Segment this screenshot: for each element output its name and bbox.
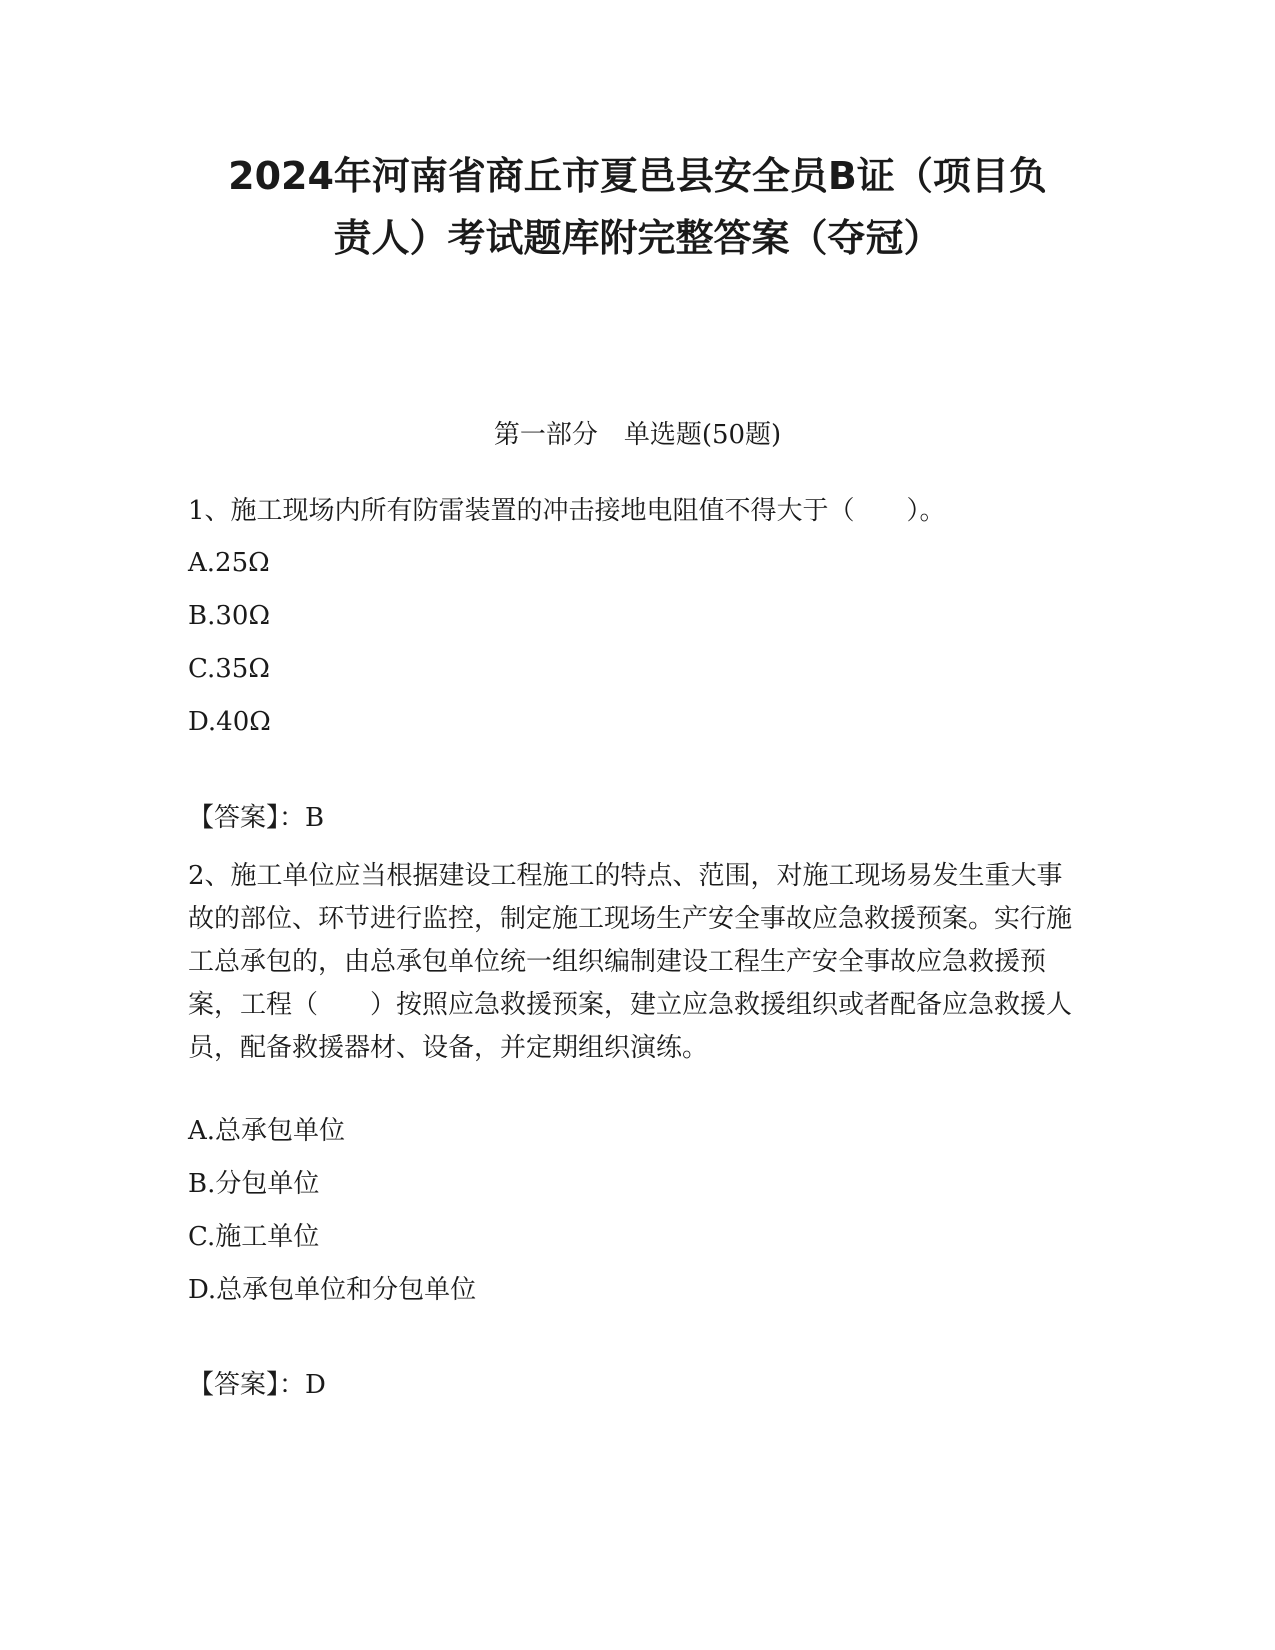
section-heading: 第一部分 单选题(50题) [493, 420, 782, 450]
question-2-text: 2、施工单位应当根据建设工程施工的特点、范围，对施工现场易发生重大事故的部位、环节进行监控，制定施工现场生产安全事故应急救援预案。实行施工总承包的，由总承包单位统一组织编制建设工程生产安全事故应急救援预案，工程（ ）按照应急救援预案，建立应急救援组织或者配备应急救援人员，配备救援器材、设备，并定期组织演练。 [188, 861, 1073, 1063]
question-2-options [188, 1114, 1088, 1307]
question-1-options [188, 546, 1088, 739]
question-1-option-a: A.25Ω [188, 548, 270, 578]
question-1 [188, 490, 1088, 533]
question-2-option-c: C.施工单位 [188, 1222, 320, 1252]
question-1-option-c: C.35Ω [188, 654, 270, 684]
document-title [150, 145, 1125, 269]
question-2-option-b: B.分包单位 [188, 1169, 320, 1199]
title-line-1: 2024年河南省商丘市夏邑县安全员B证（项目负 [228, 154, 1047, 198]
question-1-option-d: D.40Ω [188, 707, 271, 737]
question-2-option-a: A.总承包单位 [188, 1116, 346, 1146]
question-2-option-d: D.总承包单位和分包单位 [188, 1275, 477, 1305]
question-1-answer: 【答案】：B [188, 803, 325, 833]
question-2 [188, 855, 1088, 1070]
question-1-option-b: B.30Ω [188, 601, 271, 631]
question-2-answer: 【答案】：D [188, 1370, 326, 1400]
title-line-2: 责人）考试题库附完整答案（夺冠） [333, 216, 942, 260]
question-1-text: 1、施工现场内所有防雷装置的冲击接地电阻值不得大于（ ）。 [188, 496, 946, 526]
